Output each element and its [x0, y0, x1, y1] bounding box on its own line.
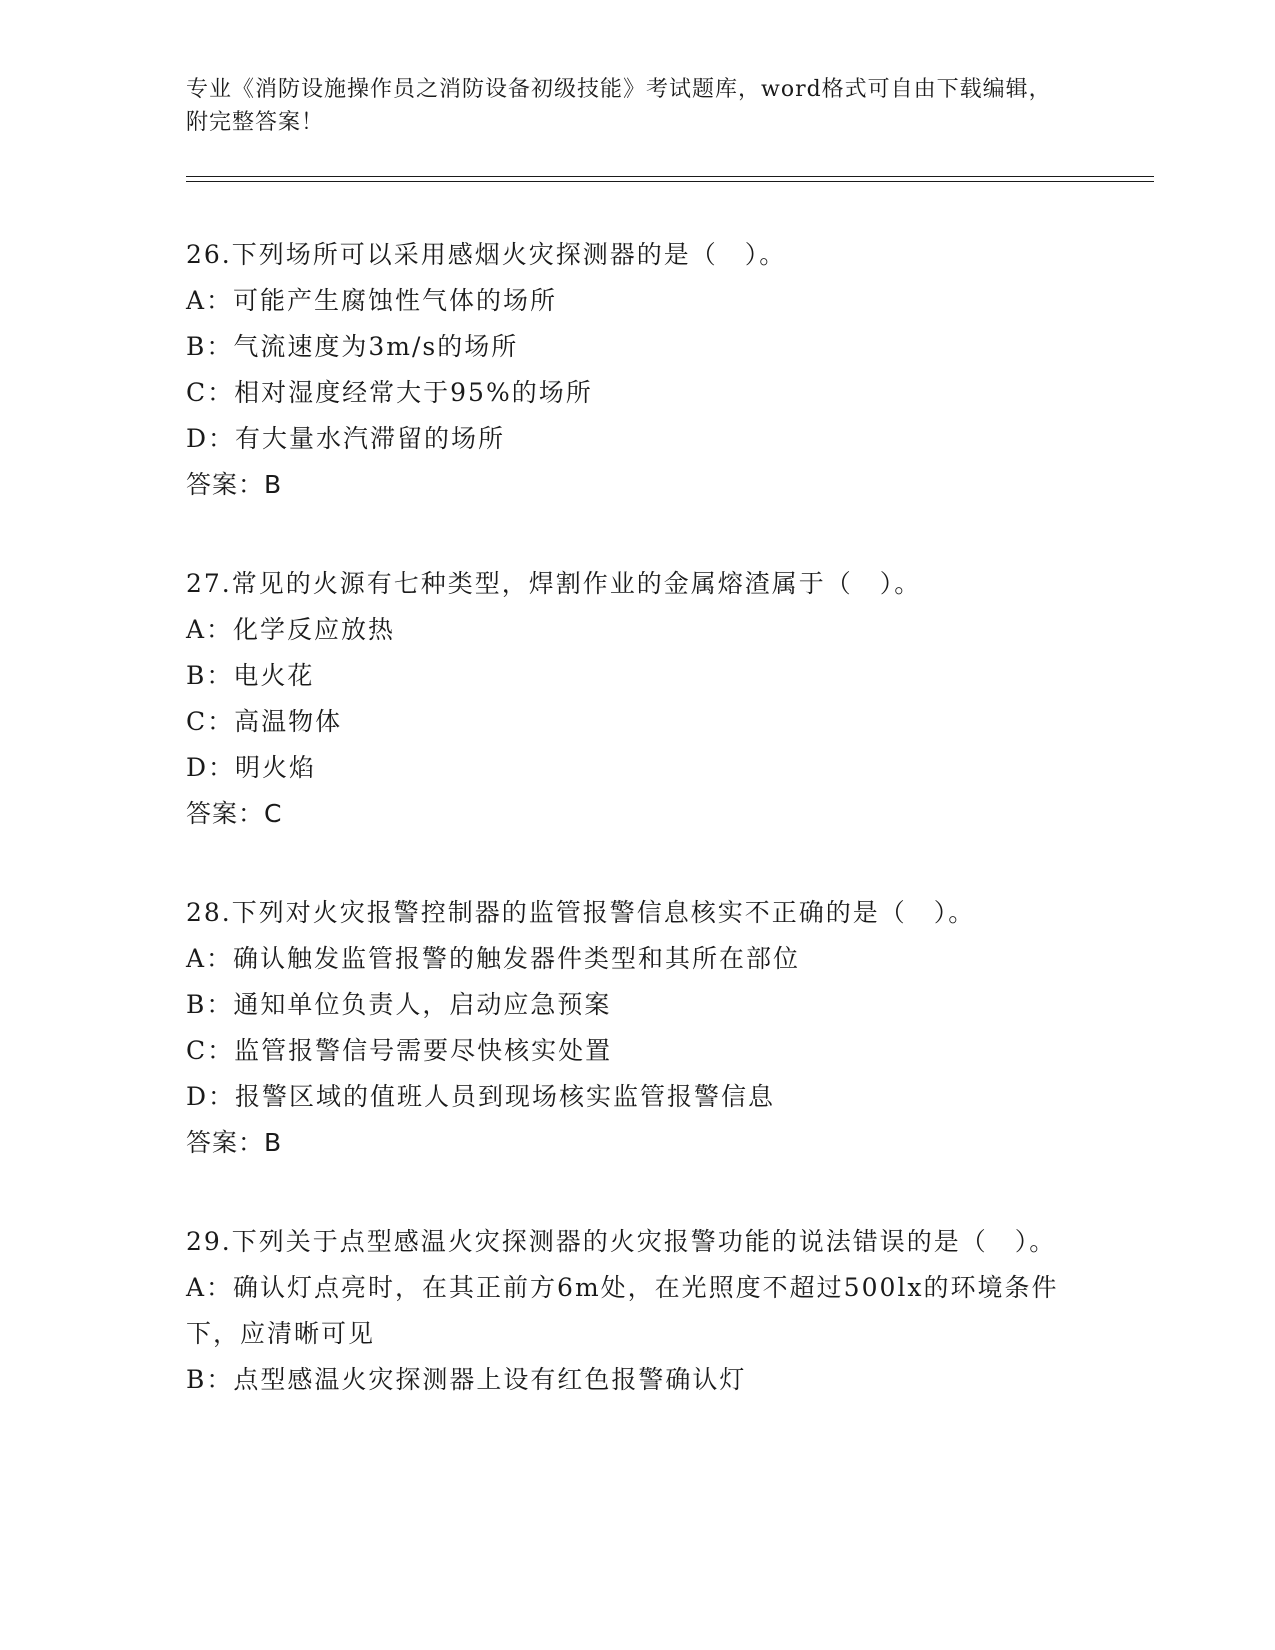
- option-c: C：监管报警信号需要尽快核实处置: [186, 1036, 613, 1065]
- question-stem: 27.常见的火源有七种类型，焊割作业的金属熔渣属于（ ）。: [186, 569, 922, 598]
- option-a: A：确认触发监管报警的触发器件类型和其所在部位: [186, 944, 801, 973]
- question-27: [186, 561, 1066, 837]
- option-d: D：明火焰: [186, 753, 317, 782]
- answer: 答案：B: [186, 1128, 283, 1157]
- question-list: [186, 232, 1066, 1456]
- question-28: [186, 890, 1066, 1166]
- option-a: A：确认灯点亮时，在其正前方6m处，在光照度不超过500lx的环境条件下，应清晰可见: [186, 1273, 1059, 1348]
- header-rule-bottom: [186, 181, 1154, 182]
- answer: 答案：B: [186, 470, 283, 499]
- option-a: A：化学反应放热: [186, 615, 396, 644]
- option-b: B：点型感温火灾探测器上设有红色报警确认灯: [186, 1365, 747, 1394]
- question-stem: 28.下列对火灾报警控制器的监管报警信息核实不正确的是（ ）。: [186, 898, 976, 927]
- option-b: B：电火花: [186, 661, 315, 690]
- option-c: C：高温物体: [186, 707, 343, 736]
- option-d: D：报警区域的值班人员到现场核实监管报警信息: [186, 1082, 776, 1111]
- option-b: B：通知单位负责人，启动应急预案: [186, 990, 612, 1019]
- option-a: A：可能产生腐蚀性气体的场所: [186, 286, 558, 315]
- answer: 答案：C: [186, 799, 283, 828]
- document-header: 专业《消防设施操作员之消防设备初级技能》考试题库，word格式可自由下载编辑，附完整答案！: [186, 77, 1052, 135]
- question-stem: 26.下列场所可以采用感烟火灾探测器的是（ ）。: [186, 240, 787, 269]
- option-d: D：有大量水汽滞留的场所: [186, 424, 506, 453]
- question-26: [186, 232, 1066, 508]
- header-rule-top: [186, 176, 1154, 177]
- question-stem: 29.下列关于点型感温火灾探测器的火灾报警功能的说法错误的是（ ）。: [186, 1227, 1057, 1256]
- option-b: B：气流速度为3m/s的场所: [186, 332, 519, 361]
- question-29: [186, 1219, 1066, 1403]
- option-c: C：相对湿度经常大于95%的场所: [186, 378, 593, 407]
